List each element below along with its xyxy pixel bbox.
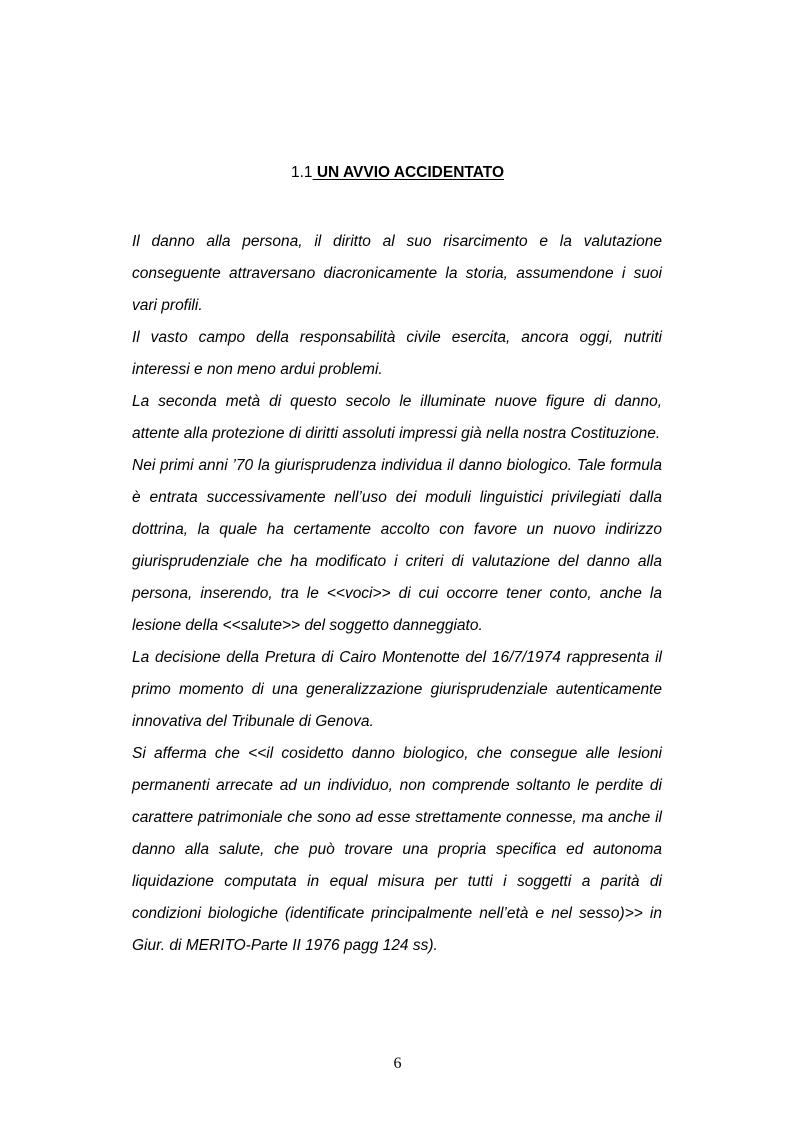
paragraph-6: Si afferma che <<il cosidetto danno biologico, che consegue alle lesioni permanenti arrecate ad un individuo, non comprende soltanto le perdite di carattere patrimoniale che sono ad esse strettamente connesse, ma anche il danno alla salute, che può trovare una propria specifica ed autonoma liquidazione computata in equal misura per tutti i soggetti a parità di condizioni biologiche (identificate principalmente nell’età e nel sesso)>> in Giur. di MERITO-Parte II 1976 pagg 124 ss).: [132, 745, 662, 954]
page-number: 6: [393, 1055, 402, 1072]
section-number: 1.1: [290, 164, 313, 181]
paragraph-3: La seconda metà di questo secolo le illuminate nuove figure di danno, attente alla protezione di diritti assoluti impressi già nella nostra Costituzione.: [132, 393, 662, 442]
section-heading: [0, 163, 795, 183]
paragraph-4: Nei primi anni ’70 la giurisprudenza individua il danno biologico. Tale formula è entrata successivamente nell’uso dei moduli linguistici privilegiati dalla dottrina, la quale ha certamente accolto con favore un nuovo indirizzo giurisprudenziale che ha modificato i criteri di valutazione del danno alla persona, inserendo, tra le <<voci>> di cui occorre tener conto, anche la lesione della <<salute>> del soggetto danneggiato.: [132, 457, 662, 634]
paragraph-1: Il danno alla persona, il diritto al suo risarcimento e la valutazione conseguente attraversano diacronicamente la storia, assumendone i suoi vari profili.: [132, 233, 662, 314]
paragraph-5: La decisione della Pretura di Cairo Montenotte del 16/7/1974 rappresenta il primo momento di una generalizzazione giurisprudenziale autenticamente innovativa del Tribunale di Genova.: [132, 649, 662, 730]
section-title: UN AVVIO ACCIDENTATO: [312, 164, 505, 181]
paragraph-2: Il vasto campo della responsabilità civile esercita, ancora oggi, nutriti interessi e non meno ardui problemi.: [132, 329, 662, 378]
body-text: [132, 226, 662, 962]
